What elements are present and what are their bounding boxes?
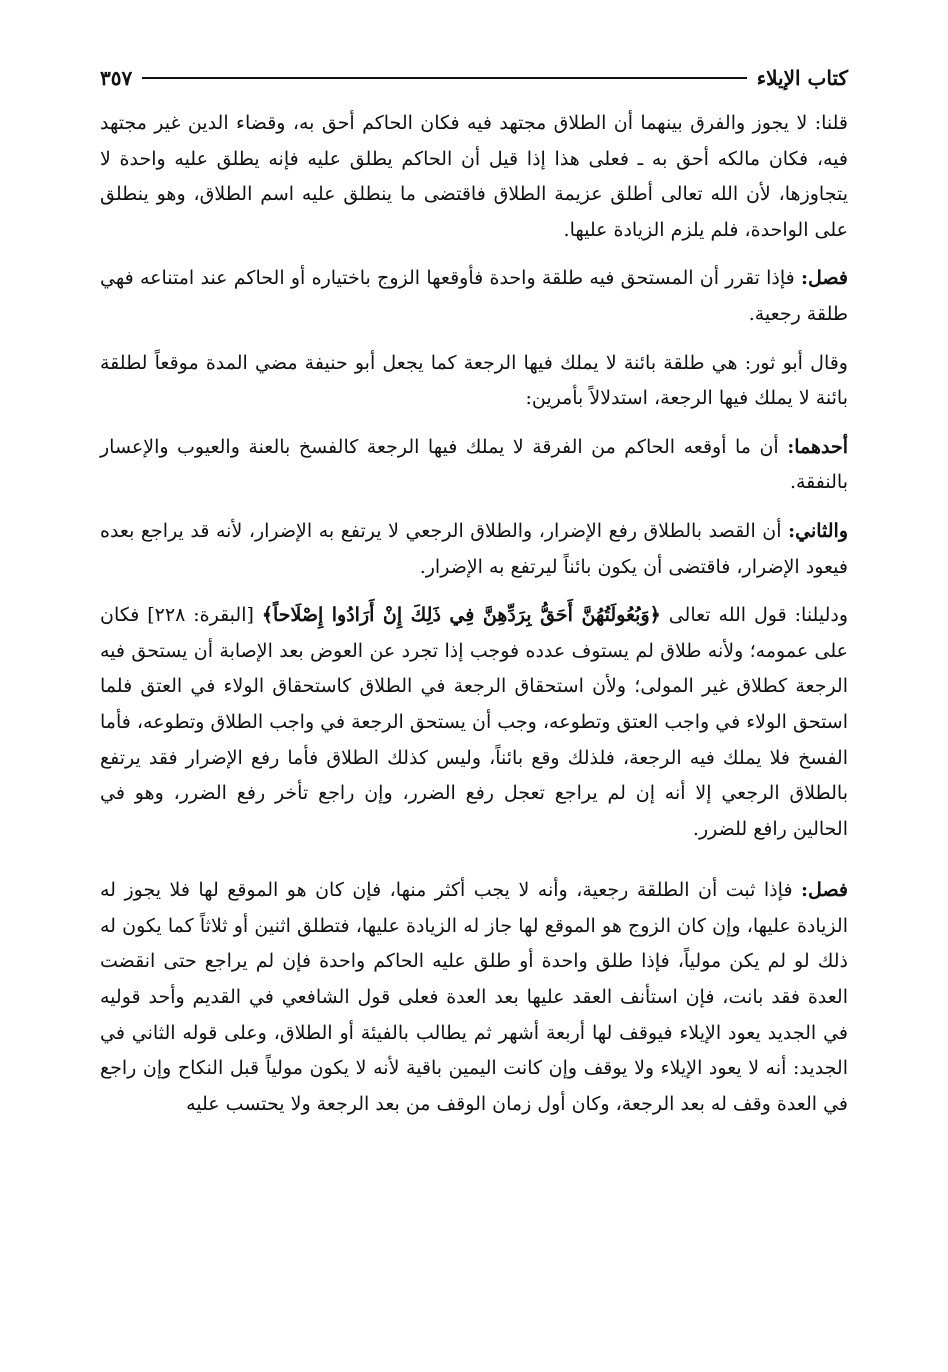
paragraph-text: [البقرة: ٢٢٨] فكان على عمومه؛ ولأنه طلاق لم يستوف عدده فوجب إذا تجرد عن العوض بعد الإصابة أن يستحق فيه الرجعة كطلاق غير المولى؛ ولأن استحقاق الرجعة في الطلاق كاستحقاق الولاء في العتق فلما استحق الولاء في واجب العتق وتطوعه، وجب أن يستحق الرجعة في واجب الطلاق وتطوعه، فأما الفسخ فلا يملك فيه الرجعة، فلذلك وقع بائناً، وليس كذلك الطلاق فأما رفع الإضرار فقد يرتفع بالطلاق الرجعي إلا أنه إن لم يراجع تعجل رفع الضرر، وإن راجع تأخر رفع الضرر، وهو في الحالين رافع للضرر. [100, 604, 848, 840]
paragraph-text: أن ما أوقعه الحاكم من الفرقة لا يملك فيها الرجعة كالفسخ بالعنة والعيوب والإعسار بالنفقة. [100, 435, 848, 494]
page-body [100, 106, 848, 1122]
running-header [100, 58, 848, 98]
paragraph-text: فإذا ثبت أن الطلقة رجعية، وأنه لا يجب أكثر منها، فإن كان هو الموقع لها فلا يجوز له الزيادة عليها، وإن كان الزوج هو الموقع لها جاز له الزيادة عليها، فتطلق اثنين أو ثلاثاً كما يكون له ذلك لو لم يكن مولياً، فإذا طلق واحدة أو طلق عليه الحاكم واحدة فإن لم يراجع حتى انقضت العدة فقد بانت، فإن استأنف العقد عليها بعد العدة فعلى قول الشافعي في القديم وأحد قوليه في الجديد يعود الإيلاء فيوقف لها أربعة أشهر ثم يطالب بالفيئة أو الطلاق، وعلى قوله الثاني في الجديد: أنه لا يعود الإيلاء ولا يوقف وإن كانت اليمين باقية لأنه لا يكون مولياً قبل النكاح وإن راجع في العدة وقف له بعد الرجعة، وكان أول زمان الوقف من بعد الرجعة ولا يحتسب عليه [100, 879, 848, 1115]
quran-verse: ﴿وَبُعُولَتُهُنَّ أَحَقُّ بِرَدِّهِنَّ فِي ذَلِكَ إِنْ أَرَادُوا إِصْلَاحاً﴾ [261, 604, 661, 627]
paragraph [100, 430, 848, 501]
point-label: والثاني: [788, 519, 848, 542]
book-page [100, 58, 848, 1348]
paragraph-text: ودليلنا: قول الله تعالى [668, 604, 849, 627]
paragraph-text: وقال أبو ثور: هي طلقة بائنة لا يملك فيها الرجعة كما يجعل أبو حنيفة مضي المدة موقعاً لطلقة بائنة لا يملك فيها الرجعة، استدلالاً بأمرين: [100, 351, 848, 410]
book-title: كتاب الإيلاء [756, 66, 848, 90]
paragraph-text: أن القصد بالطلاق رفع الإضرار، والطلاق الرجعي لا يرتفع به الإضرار، لأنه قد يراجع بعده فيعود الإضرار، فاقتضى أن يكون بائناً ليرتفع به الإضرار. [100, 519, 848, 578]
paragraph [100, 106, 848, 248]
paragraph [100, 598, 848, 847]
page-number: ٣٥٧ [100, 66, 133, 90]
paragraph [100, 261, 848, 332]
paragraph [100, 514, 848, 585]
paragraph-text: فإذا تقرر أن المستحق فيه طلقة واحدة فأوقعها الزوج باختياره أو الحاكم عند امتناعه فهي طلقة رجعية. [100, 267, 848, 325]
paragraph-text: قلنا: لا يجوز والفرق بينهما أن الطلاق مجتهد فيه فكان الحاكم أحق به، وقضاء الدين غير مجتهد فيه، فكان مالكه أحق به ـ فعلى هذا إذا قيل أن الحاكم يطلق عليه فإنه يطلق عليه واحدة لا يتجاوزها، لأن الله تعالى أطلق عزيمة الطلاق فاقتضى ما ينطلق عليه اسم الطلاق، وهو ينطلق على الواحدة، فلم يلزم الزيادة عليها. [100, 112, 848, 241]
section-label: فصل: [801, 879, 849, 902]
section-label: فصل: [801, 267, 848, 290]
header-rule [142, 77, 746, 79]
point-label: أحدهما: [787, 435, 848, 458]
paragraph [100, 346, 848, 417]
paragraph [100, 873, 848, 1122]
